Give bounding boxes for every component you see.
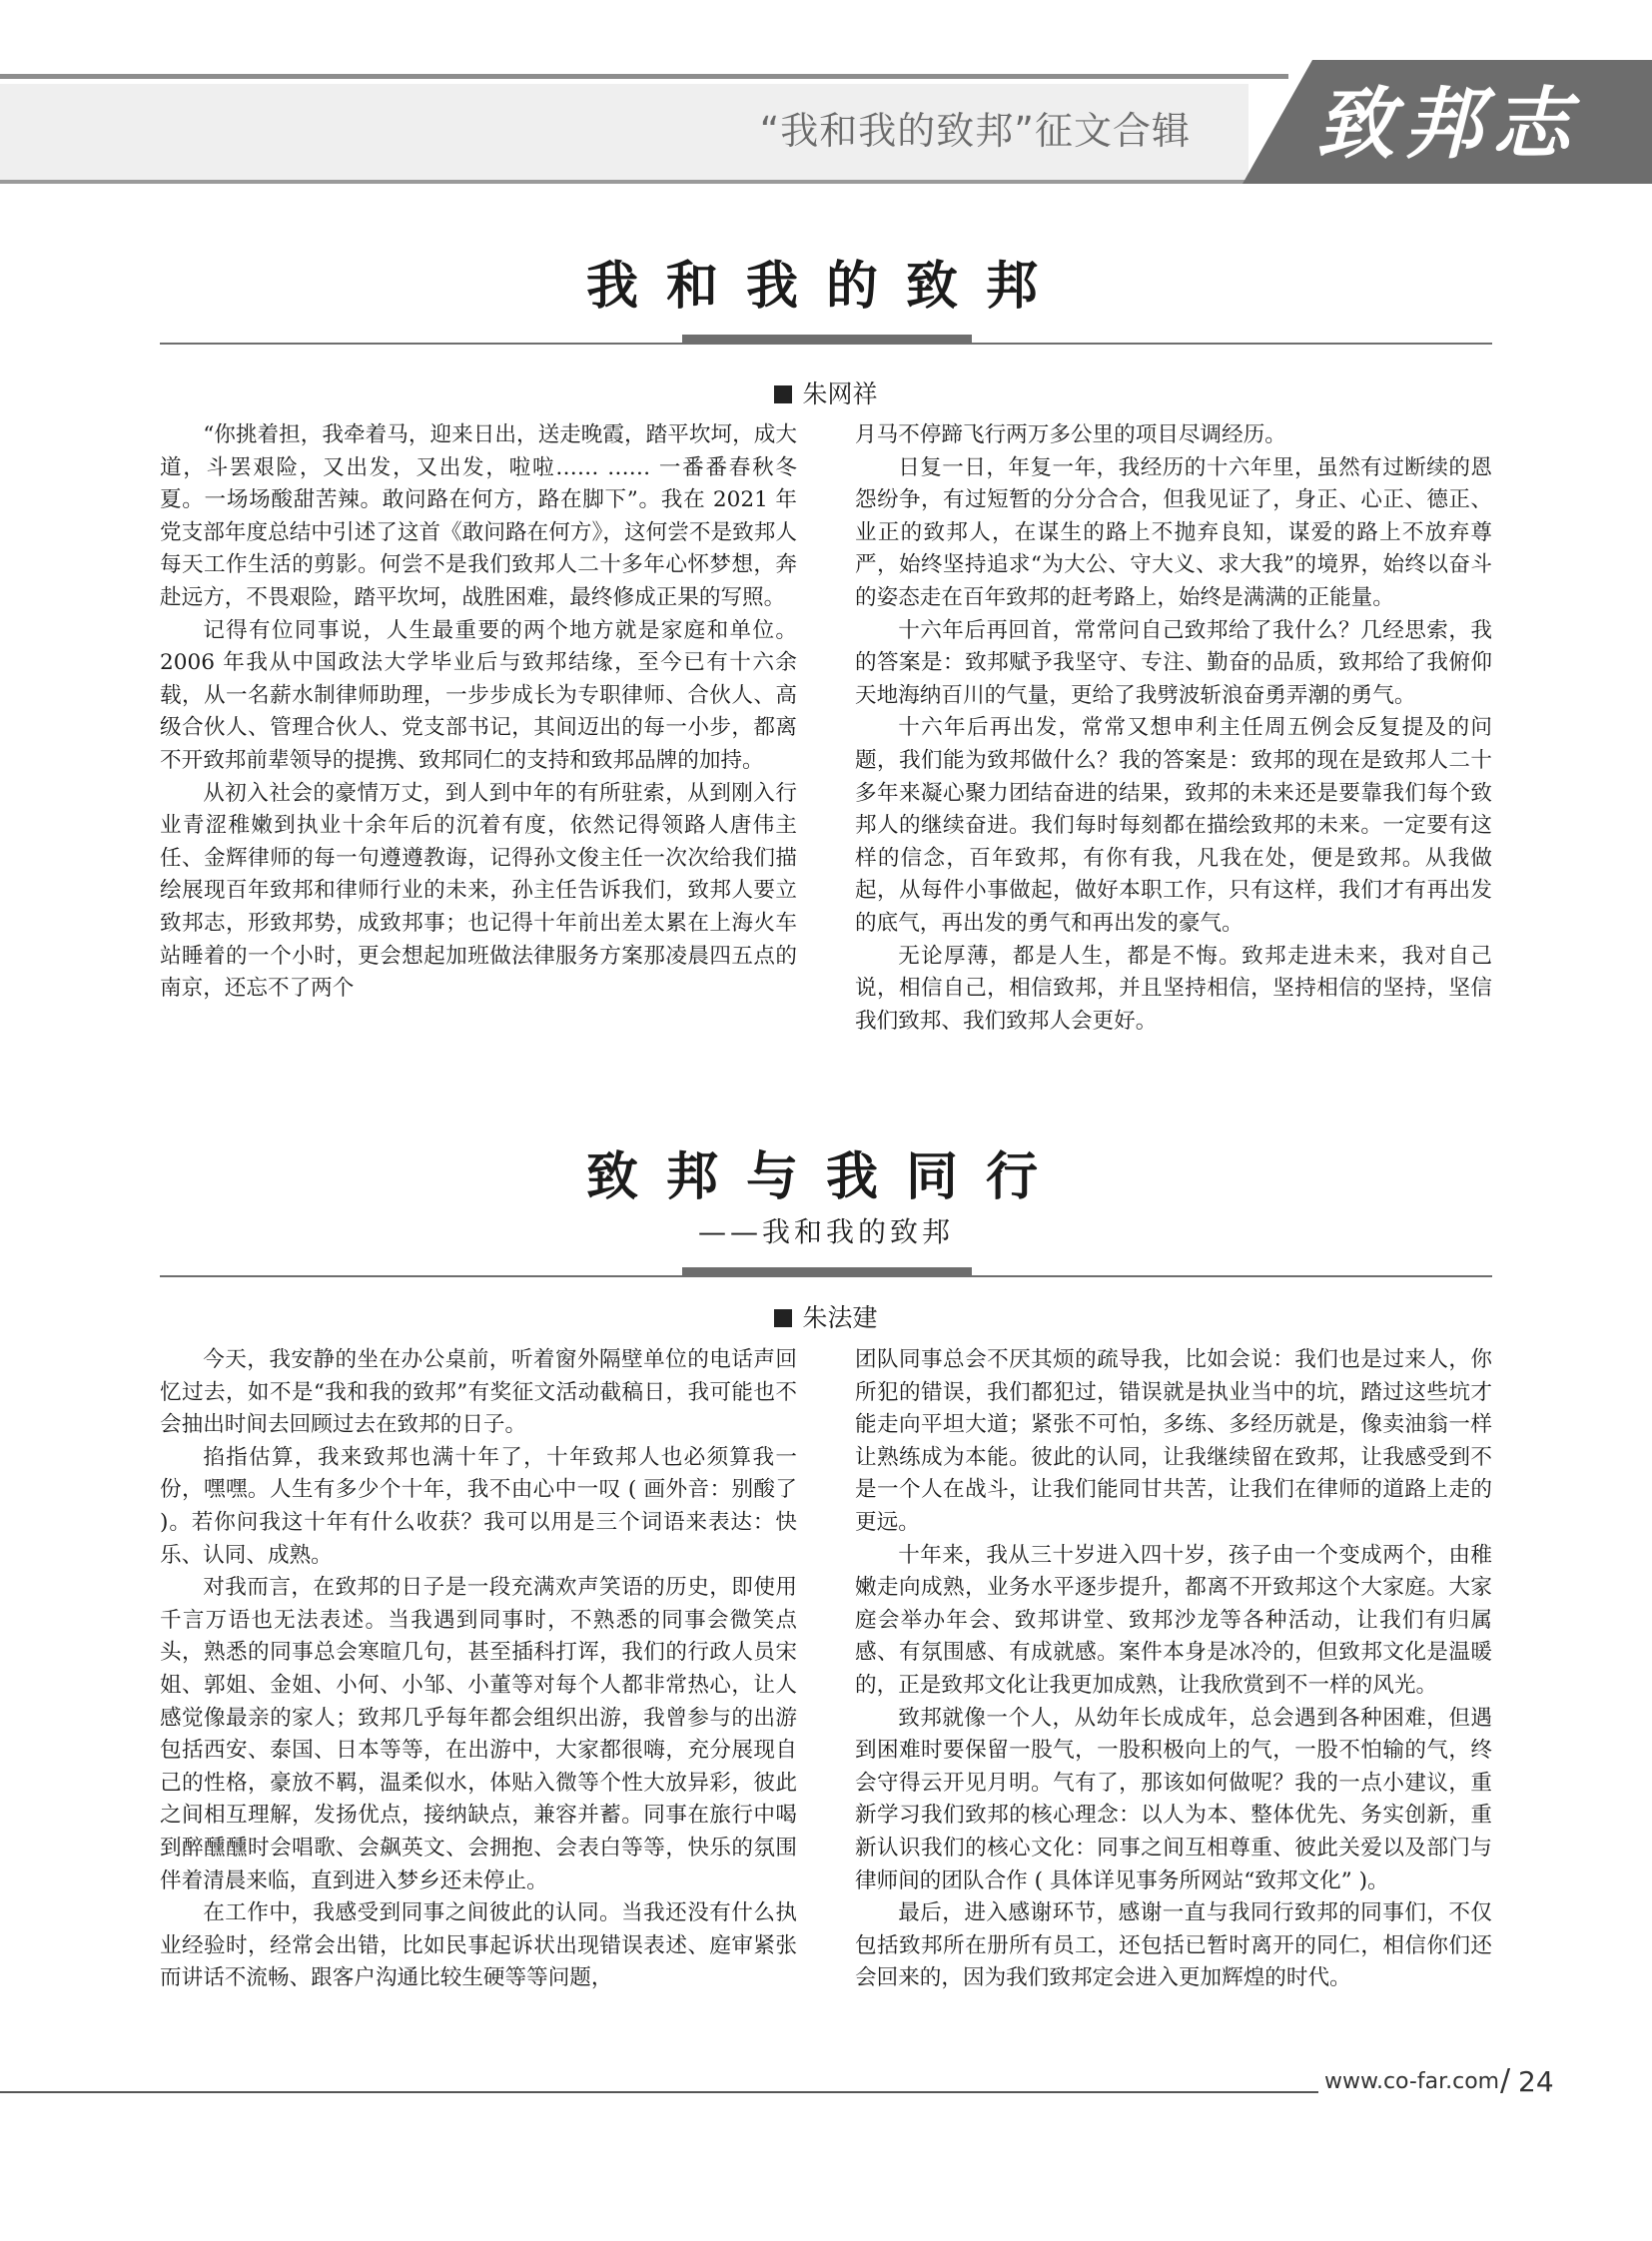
page-number: 24	[1518, 2065, 1554, 2098]
article2-paragraph: 致邦就像一个人，从幼年长成成年，总会遇到各种困难，但遇到困难时要保留一股气，一股积极向上的气，一股不怕输的气，终会守得云开见月明。气有了，那该如何做呢？我的一点小建议，重新学习我们致邦的核心理念：以人为本、整体优先、务实创新，重新认识我们的核心文化：同事之间互相尊重、彼此关爱以及部门与律师间的团队合作 ( 具体详见事务所网站“致邦文化” )。	[855, 1705, 1492, 1893]
article1-title-rule-bar	[682, 335, 972, 345]
article1-paragraph: 日复一日，年复一年，我经历的十六年里，虽然有过断续的恩怨纷争，有过短暂的分分合合，但我见证了，身正、心正、德正、业正的致邦人，在谋生的路上不抛弃良知，谋爱的路上不放弃尊严，始终坚持追求“为大公、守大义、求大我”的境界，始终以奋斗的姿态走在百年致邦的赶考路上，始终是满满的正能量。	[855, 454, 1492, 610]
article2-paragraph: 今天，我安静的坐在办公桌前，听着窗外隔壁单位的电话声回忆过去，如不是“我和我的致邦”有奖征文活动截稿日，我可能也不会抽出时间去回顾过去在致邦的日子。	[160, 1347, 797, 1438]
article2-title: 致邦与我同行	[585, 1147, 1066, 1207]
article1-title: 我和我的致邦	[585, 257, 1066, 317]
article1-paragraph: 记得有位同事说，人生最重要的两个地方就是家庭和单位。2006 年我从中国政法大学毕业后与致邦结缘，至今已有十六余载，从一名薪水制律师助理，一步步成长为专职律师、合伙人、高级合伙人、管理合伙人、党支部书记，其间迈出的每一小步，都离不开致邦前辈领导的提携、致邦同仁的支持和致邦品牌的加持。	[160, 617, 797, 773]
article2-right-column	[855, 1344, 1492, 1995]
article2-paragraph: 团队同事总会不厌其烦的疏导我，比如会说：我们也是过来人，你所犯的错误，我们都犯过，错误就是执业当中的坑，踏过这些坑才能走向平坦大道；紧张不可怕，多练、多经历就是，像卖油翁一样让熟练成为本能。彼此的认同，让我继续留在致邦，让我感受到不是一个人在战斗，让我们能同甘共苦，让我们在律师的道路上走的更远。	[855, 1347, 1492, 1535]
article1-right-column	[855, 419, 1492, 1038]
article2-paragraph: 掐指估算，我来致邦也满十年了，十年致邦人也必须算我一份，嘿嘿。人生有多少个十年，我不由心中一叹 ( 画外音：别酸了 )。若你问我这十年有什么收获？我可以用是三个词语来表达：快乐、认同、成熟。	[160, 1444, 797, 1568]
article2-paragraph: 最后，进入感谢环节，感谢一直与我同行致邦的同事们，不仅包括致邦所在册所有员工，还包括已暂时离开的同仁，相信你们还会回来的，因为我们致邦定会进入更加辉煌的时代。	[855, 1900, 1492, 1991]
author-square-icon	[774, 1309, 792, 1327]
article2-paragraph: 对我而言，在致邦的日子是一段充满欢声笑语的历史，即使用千言万语也无法表述。当我遇到同事时，不熟悉的同事会微笑点头，熟悉的同事总会寒暄几句，甚至插科打诨，我们的行政人员宋姐、郭姐、金姐、小何、小邹、小董等对每个人都非常热心，让人感觉像最亲的家人；致邦几乎每年都会组织出游，我曾参与的出游包括西安、泰国、日本等等，在出游中，大家都很嗨，充分展现自己的性格，豪放不羁，温柔似水，体贴入微等个性大放异彩，彼此之间相互理解，发扬优点，接纳缺点，兼容并蓄。同事在旅行中喝到醉醺醺时会唱歌、会飙英文、会拥抱、会表白等等，快乐的氛围伴着清晨来临，直到进入梦乡还未停止。	[160, 1575, 797, 1893]
article2-author	[0, 1298, 1652, 1334]
author-square-icon	[774, 385, 792, 403]
article2-left-column	[160, 1344, 797, 1995]
article1-paragraph: 十六年后再回首，常常问自己致邦给了我什么？几经思索，我的答案是：致邦赋予我坚守、专注、勤奋的品质，致邦给了我俯仰天地海纳百川的气量，更给了我劈波斩浪奋勇弄潮的勇气。	[855, 617, 1492, 708]
footer-rule	[0, 2091, 1318, 2093]
article2-title-rule-bar	[682, 1267, 972, 1277]
footer-separator: /	[1500, 2063, 1511, 2098]
footer-website-link[interactable]: www.co-far.com	[1324, 2069, 1500, 2094]
article1-author-name: 朱网祥	[802, 379, 878, 408]
article1-paragraph: “你挑着担，我牵着马，迎来日出，送走晚霞，踏平坎坷，成大道，斗罢艰险，又出发，又出发，啦啦…… …… 一番番春秋冬夏。一场场酸甜苦辣。敢问路在何方，路在脚下”。我在 2021 年党支部年度总结中引述了这首《敢问路在何方》，这何尝不是致邦人每天工作生活的剪影。何尝不是我们致邦人二十多年心怀梦想，奔赴远方，不畏艰险，踏平坎坷，战胜困难，最终修成正果的写照。	[160, 422, 797, 610]
header-top-rule	[0, 74, 1288, 79]
article2-author-name: 朱法建	[802, 1303, 878, 1332]
article1-paragraph: 月马不停蹄飞行两万多公里的项目尽调经历。	[855, 422, 1286, 447]
article2-paragraph: 十年来，我从三十岁进入四十岁，孩子由一个变成两个，由稚嫩走向成熟，业务水平逐步提升，都离不开致邦这个大家庭。大家庭会举办年会、致邦讲堂、致邦沙龙等各种活动，让我们有归属感、有氛围感、有成就感。案件本身是冰冷的，但致邦文化是温暖的，正是致邦文化让我更加成熟，让我欣赏到不一样的风光。	[855, 1542, 1492, 1698]
article1-left-column	[160, 419, 797, 1006]
article1-paragraph: 从初入社会的豪情万丈，到人到中年的有所驻索，从到刚入行业青涩稚嫩到执业十余年后的沉着有度，依然记得领路人唐伟主任、金辉律师的每一句遵遵教诲，记得孙文俊主任一次次给我们描绘展现百年致邦和律师行业的未来，孙主任告诉我们，致邦人要立致邦志，形致邦势，成致邦事；也记得十年前出差太累在上海火车站睡着的一个小时，更会想起加班做法律服务方案那凌晨四五点的南京，还忘不了两个	[160, 780, 797, 1002]
series-title: “我和我的致邦”征文合辑	[759, 109, 1191, 153]
article1-paragraph: 无论厚薄，都是人生，都是不悔。致邦走进未来，我对自己说，相信自己，相信致邦，并且坚持相信，坚持相信的坚持，坚信我们致邦、我们致邦人会更好。	[855, 943, 1492, 1034]
article2-subtitle: ——我和我的致邦	[697, 1215, 954, 1248]
article1-author	[0, 374, 1652, 410]
article2-paragraph: 在工作中，我感受到同事之间彼此的认同。当我还没有什么执业经验时，经常会出错，比如民事起诉状出现错误表述、庭审紧张而讲话不流畅、跟客户沟通比较生硬等等问题，	[160, 1900, 797, 1991]
article1-paragraph: 十六年后再出发，常常又想申利主任周五例会反复提及的问题，我们能为致邦做什么？我的答案是：致邦的现在是致邦人二十多年来凝心聚力团结奋进的结果，致邦的未来还是要靠我们每个致邦人的继续奋进。我们每时每刻都在描绘致邦的未来。一定要有这样的信念，百年致邦，有你有我，凡我在处，便是致邦。从我做起，从每件小事做起，做好本职工作，只有这样，我们才有再出发的底气，再出发的勇气和再出发的豪气。	[855, 715, 1492, 936]
magazine-brand-logo: 致邦志	[1316, 79, 1581, 170]
